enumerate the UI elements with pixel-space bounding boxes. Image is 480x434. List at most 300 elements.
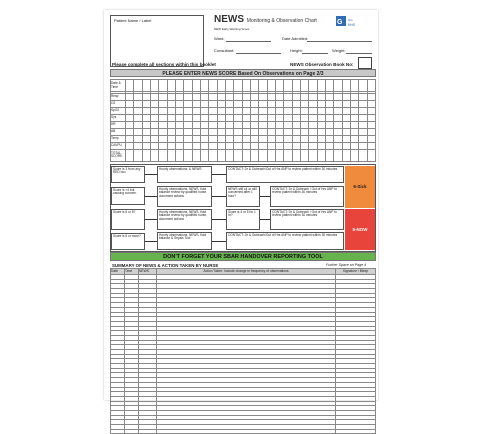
- grid-cell[interactable]: [267, 107, 275, 114]
- grid-cell[interactable]: [134, 142, 142, 149]
- grid-cell[interactable]: [350, 100, 358, 107]
- grid-cell[interactable]: [142, 121, 150, 128]
- grid-cell[interactable]: [292, 100, 300, 107]
- grid-cell[interactable]: [225, 149, 233, 161]
- grid-cell[interactable]: [275, 114, 283, 121]
- grid-cell[interactable]: [175, 100, 183, 107]
- grid-cell[interactable]: [209, 93, 217, 100]
- grid-cell[interactable]: [217, 149, 225, 161]
- grid-cell[interactable]: [200, 142, 208, 149]
- grid-cell[interactable]: [142, 100, 150, 107]
- grid-cell[interactable]: [142, 80, 150, 92]
- grid-cell[interactable]: [167, 135, 175, 142]
- grid-cell[interactable]: [242, 93, 250, 100]
- grid-cell[interactable]: [175, 107, 183, 114]
- grid-cell[interactable]: [126, 142, 134, 149]
- grid-cell[interactable]: [142, 93, 150, 100]
- grid-cell[interactable]: [259, 128, 267, 135]
- grid-cell[interactable]: [209, 80, 217, 92]
- grid-cell[interactable]: [159, 121, 167, 128]
- grid-cell[interactable]: [275, 100, 283, 107]
- grid-cell[interactable]: [300, 114, 308, 121]
- grid-cell[interactable]: [359, 128, 367, 135]
- grid-cell[interactable]: [334, 121, 342, 128]
- grid-cell[interactable]: [267, 93, 275, 100]
- grid-cell[interactable]: [167, 114, 175, 121]
- grid-cell[interactable]: [284, 128, 292, 135]
- grid-cell[interactable]: [192, 135, 200, 142]
- grid-cell[interactable]: [142, 142, 150, 149]
- grid-cell[interactable]: [234, 142, 242, 149]
- grid-cell[interactable]: [350, 128, 358, 135]
- grid-cell[interactable]: [150, 135, 158, 142]
- grid-cell[interactable]: [309, 100, 317, 107]
- grid-cell[interactable]: [317, 121, 325, 128]
- grid-cell[interactable]: [184, 80, 192, 92]
- grid-cell[interactable]: [267, 128, 275, 135]
- grid-cell[interactable]: [184, 107, 192, 114]
- grid-cell[interactable]: [126, 135, 134, 142]
- grid-cell[interactable]: [300, 121, 308, 128]
- grid-cell[interactable]: [184, 100, 192, 107]
- grid-cell[interactable]: [192, 121, 200, 128]
- grid-cell[interactable]: [126, 149, 134, 161]
- grid-cell[interactable]: [184, 93, 192, 100]
- grid-cell[interactable]: [334, 128, 342, 135]
- grid-cell[interactable]: [334, 149, 342, 161]
- grid-cell[interactable]: [209, 135, 217, 142]
- grid-cell[interactable]: [175, 121, 183, 128]
- grid-cell[interactable]: [242, 128, 250, 135]
- grid-cell[interactable]: [159, 114, 167, 121]
- grid-cell[interactable]: [284, 93, 292, 100]
- grid-cell[interactable]: [225, 100, 233, 107]
- grid-cell[interactable]: [200, 80, 208, 92]
- grid-cell[interactable]: [167, 100, 175, 107]
- grid-cell[interactable]: [159, 100, 167, 107]
- grid-cell[interactable]: [192, 142, 200, 149]
- grid-cell[interactable]: [134, 80, 142, 92]
- grid-cell[interactable]: [292, 93, 300, 100]
- grid-cell[interactable]: [367, 100, 375, 107]
- grid-cell[interactable]: [142, 135, 150, 142]
- grid-cell[interactable]: [250, 93, 258, 100]
- grid-cell[interactable]: [325, 100, 333, 107]
- grid-cell[interactable]: [142, 128, 150, 135]
- grid-cell[interactable]: [359, 142, 367, 149]
- grid-cell[interactable]: [359, 149, 367, 161]
- grid-cell[interactable]: [167, 93, 175, 100]
- grid-cell[interactable]: [217, 114, 225, 121]
- grid-cell[interactable]: [225, 114, 233, 121]
- grid-cell[interactable]: [342, 142, 350, 149]
- grid-cell[interactable]: [217, 121, 225, 128]
- grid-cell[interactable]: [367, 142, 375, 149]
- grid-cell[interactable]: [217, 135, 225, 142]
- grid-cell[interactable]: [192, 100, 200, 107]
- grid-cell[interactable]: [275, 93, 283, 100]
- grid-cell[interactable]: [150, 93, 158, 100]
- grid-cell[interactable]: [159, 93, 167, 100]
- grid-cell[interactable]: [225, 93, 233, 100]
- grid-cell[interactable]: [317, 100, 325, 107]
- grid-cell[interactable]: [217, 100, 225, 107]
- grid-cell[interactable]: [342, 128, 350, 135]
- grid-cell[interactable]: [175, 142, 183, 149]
- grid-cell[interactable]: [342, 135, 350, 142]
- book-number-box[interactable]: [358, 57, 372, 69]
- grid-cell[interactable]: [275, 121, 283, 128]
- grid-cell[interactable]: [184, 121, 192, 128]
- grid-cell[interactable]: [234, 114, 242, 121]
- grid-cell[interactable]: [234, 93, 242, 100]
- grid-cell[interactable]: [284, 135, 292, 142]
- grid-cell[interactable]: [309, 135, 317, 142]
- grid-cell[interactable]: [142, 149, 150, 161]
- grid-cell[interactable]: [192, 128, 200, 135]
- grid-cell[interactable]: [342, 107, 350, 114]
- grid-cell[interactable]: [292, 142, 300, 149]
- grid-cell[interactable]: [367, 93, 375, 100]
- grid-cell[interactable]: [200, 128, 208, 135]
- grid-cell[interactable]: [317, 135, 325, 142]
- grid-cell[interactable]: [359, 100, 367, 107]
- grid-cell[interactable]: [217, 128, 225, 135]
- grid-cell[interactable]: [134, 149, 142, 161]
- grid-cell[interactable]: [275, 135, 283, 142]
- summary-cell[interactable]: [157, 429, 336, 434]
- grid-cell[interactable]: [292, 149, 300, 161]
- grid-cell[interactable]: [367, 80, 375, 92]
- grid-cell[interactable]: [325, 128, 333, 135]
- grid-cell[interactable]: [134, 121, 142, 128]
- grid-cell[interactable]: [325, 149, 333, 161]
- grid-cell[interactable]: [284, 114, 292, 121]
- grid-cell[interactable]: [259, 93, 267, 100]
- grid-cell[interactable]: [225, 128, 233, 135]
- grid-cell[interactable]: [175, 149, 183, 161]
- grid-cell[interactable]: [184, 135, 192, 142]
- grid-cell[interactable]: [309, 80, 317, 92]
- grid-cell[interactable]: [126, 100, 134, 107]
- grid-cell[interactable]: [234, 149, 242, 161]
- grid-cell[interactable]: [284, 80, 292, 92]
- grid-cell[interactable]: [309, 142, 317, 149]
- grid-cell[interactable]: [292, 121, 300, 128]
- grid-cell[interactable]: [159, 142, 167, 149]
- grid-cell[interactable]: [126, 121, 134, 128]
- grid-cell[interactable]: [126, 93, 134, 100]
- grid-cell[interactable]: [317, 80, 325, 92]
- grid-cell[interactable]: [159, 80, 167, 92]
- grid-cell[interactable]: [309, 107, 317, 114]
- grid-cell[interactable]: [250, 142, 258, 149]
- grid-cell[interactable]: [250, 135, 258, 142]
- grid-cell[interactable]: [259, 80, 267, 92]
- grid-cell[interactable]: [242, 80, 250, 92]
- grid-cell[interactable]: [126, 128, 134, 135]
- grid-cell[interactable]: [134, 107, 142, 114]
- grid-cell[interactable]: [192, 149, 200, 161]
- grid-cell[interactable]: [317, 114, 325, 121]
- grid-cell[interactable]: [317, 128, 325, 135]
- grid-cell[interactable]: [309, 128, 317, 135]
- grid-cell[interactable]: [334, 142, 342, 149]
- grid-cell[interactable]: [284, 142, 292, 149]
- grid-cell[interactable]: [367, 121, 375, 128]
- grid-cell[interactable]: [259, 107, 267, 114]
- summary-cell[interactable]: [139, 429, 157, 434]
- grid-cell[interactable]: [275, 142, 283, 149]
- grid-cell[interactable]: [300, 128, 308, 135]
- grid-cell[interactable]: [367, 114, 375, 121]
- grid-cell[interactable]: [159, 149, 167, 161]
- grid-cell[interactable]: [284, 100, 292, 107]
- grid-cell[interactable]: [317, 93, 325, 100]
- grid-cell[interactable]: [150, 100, 158, 107]
- grid-cell[interactable]: [134, 114, 142, 121]
- grid-cell[interactable]: [184, 114, 192, 121]
- grid-cell[interactable]: [292, 128, 300, 135]
- grid-cell[interactable]: [367, 135, 375, 142]
- grid-cell[interactable]: [175, 114, 183, 121]
- grid-cell[interactable]: [234, 100, 242, 107]
- grid-cell[interactable]: [242, 100, 250, 107]
- grid-cell[interactable]: [334, 80, 342, 92]
- grid-cell[interactable]: [225, 80, 233, 92]
- grid-cell[interactable]: [292, 80, 300, 92]
- grid-cell[interactable]: [234, 135, 242, 142]
- summary-cell[interactable]: [336, 429, 376, 434]
- grid-cell[interactable]: [350, 93, 358, 100]
- grid-cell[interactable]: [259, 135, 267, 142]
- grid-cell[interactable]: [167, 128, 175, 135]
- grid-cell[interactable]: [309, 149, 317, 161]
- grid-cell[interactable]: [134, 128, 142, 135]
- grid-cell[interactable]: [242, 121, 250, 128]
- grid-cell[interactable]: [275, 149, 283, 161]
- grid-cell[interactable]: [175, 128, 183, 135]
- grid-cell[interactable]: [200, 114, 208, 121]
- grid-cell[interactable]: [334, 114, 342, 121]
- grid-cell[interactable]: [134, 93, 142, 100]
- grid-cell[interactable]: [284, 107, 292, 114]
- grid-cell[interactable]: [200, 107, 208, 114]
- grid-cell[interactable]: [225, 135, 233, 142]
- grid-cell[interactable]: [209, 121, 217, 128]
- grid-cell[interactable]: [209, 149, 217, 161]
- grid-cell[interactable]: [192, 114, 200, 121]
- grid-cell[interactable]: [192, 93, 200, 100]
- grid-cell[interactable]: [317, 142, 325, 149]
- grid-cell[interactable]: [167, 149, 175, 161]
- grid-cell[interactable]: [334, 135, 342, 142]
- grid-cell[interactable]: [250, 114, 258, 121]
- grid-cell[interactable]: [342, 93, 350, 100]
- grid-cell[interactable]: [259, 100, 267, 107]
- grid-cell[interactable]: [342, 149, 350, 161]
- grid-cell[interactable]: [225, 107, 233, 114]
- grid-cell[interactable]: [292, 107, 300, 114]
- grid-cell[interactable]: [142, 114, 150, 121]
- grid-cell[interactable]: [242, 114, 250, 121]
- grid-cell[interactable]: [250, 80, 258, 92]
- grid-cell[interactable]: [217, 107, 225, 114]
- grid-cell[interactable]: [259, 114, 267, 121]
- grid-cell[interactable]: [259, 142, 267, 149]
- grid-cell[interactable]: [317, 149, 325, 161]
- grid-cell[interactable]: [167, 121, 175, 128]
- grid-cell[interactable]: [192, 107, 200, 114]
- grid-cell[interactable]: [267, 114, 275, 121]
- grid-cell[interactable]: [200, 121, 208, 128]
- grid-cell[interactable]: [292, 135, 300, 142]
- grid-cell[interactable]: [209, 142, 217, 149]
- grid-cell[interactable]: [184, 149, 192, 161]
- grid-cell[interactable]: [167, 80, 175, 92]
- grid-cell[interactable]: [259, 149, 267, 161]
- grid-cell[interactable]: [317, 107, 325, 114]
- grid-cell[interactable]: [126, 114, 134, 121]
- grid-cell[interactable]: [200, 135, 208, 142]
- grid-cell[interactable]: [259, 121, 267, 128]
- grid-cell[interactable]: [250, 107, 258, 114]
- grid-cell[interactable]: [300, 149, 308, 161]
- grid-cell[interactable]: [342, 100, 350, 107]
- grid-cell[interactable]: [184, 128, 192, 135]
- grid-cell[interactable]: [350, 142, 358, 149]
- grid-cell[interactable]: [325, 80, 333, 92]
- grid-cell[interactable]: [217, 80, 225, 92]
- grid-cell[interactable]: [175, 135, 183, 142]
- grid-cell[interactable]: [150, 149, 158, 161]
- grid-cell[interactable]: [325, 135, 333, 142]
- grid-cell[interactable]: [150, 128, 158, 135]
- grid-cell[interactable]: [309, 121, 317, 128]
- grid-cell[interactable]: [367, 107, 375, 114]
- grid-cell[interactable]: [300, 107, 308, 114]
- grid-cell[interactable]: [350, 135, 358, 142]
- grid-cell[interactable]: [242, 107, 250, 114]
- grid-cell[interactable]: [184, 142, 192, 149]
- grid-cell[interactable]: [150, 121, 158, 128]
- grid-cell[interactable]: [367, 149, 375, 161]
- grid-cell[interactable]: [234, 128, 242, 135]
- grid-cell[interactable]: [242, 135, 250, 142]
- grid-cell[interactable]: [150, 114, 158, 121]
- grid-cell[interactable]: [350, 114, 358, 121]
- grid-cell[interactable]: [325, 107, 333, 114]
- grid-cell[interactable]: [134, 100, 142, 107]
- grid-cell[interactable]: [300, 135, 308, 142]
- grid-cell[interactable]: [325, 93, 333, 100]
- grid-cell[interactable]: [209, 107, 217, 114]
- grid-cell[interactable]: [209, 128, 217, 135]
- grid-cell[interactable]: [359, 107, 367, 114]
- grid-cell[interactable]: [309, 114, 317, 121]
- grid-cell[interactable]: [350, 107, 358, 114]
- grid-cell[interactable]: [267, 121, 275, 128]
- grid-cell[interactable]: [167, 107, 175, 114]
- grid-cell[interactable]: [267, 100, 275, 107]
- grid-cell[interactable]: [250, 149, 258, 161]
- grid-cell[interactable]: [350, 80, 358, 92]
- grid-cell[interactable]: [334, 107, 342, 114]
- grid-cell[interactable]: [175, 80, 183, 92]
- grid-cell[interactable]: [284, 149, 292, 161]
- grid-cell[interactable]: [267, 149, 275, 161]
- grid-cell[interactable]: [234, 121, 242, 128]
- grid-cell[interactable]: [167, 142, 175, 149]
- grid-cell[interactable]: [150, 107, 158, 114]
- grid-cell[interactable]: [126, 107, 134, 114]
- grid-cell[interactable]: [217, 93, 225, 100]
- grid-cell[interactable]: [359, 121, 367, 128]
- grid-cell[interactable]: [225, 121, 233, 128]
- grid-cell[interactable]: [275, 80, 283, 92]
- grid-cell[interactable]: [350, 121, 358, 128]
- grid-cell[interactable]: [142, 107, 150, 114]
- grid-cell[interactable]: [359, 93, 367, 100]
- grid-cell[interactable]: [159, 128, 167, 135]
- grid-cell[interactable]: [300, 100, 308, 107]
- grid-cell[interactable]: [350, 149, 358, 161]
- grid-cell[interactable]: [234, 107, 242, 114]
- grid-cell[interactable]: [209, 114, 217, 121]
- grid-cell[interactable]: [275, 128, 283, 135]
- grid-cell[interactable]: [275, 107, 283, 114]
- summary-cell[interactable]: [111, 429, 125, 434]
- grid-cell[interactable]: [242, 142, 250, 149]
- grid-cell[interactable]: [325, 142, 333, 149]
- grid-cell[interactable]: [334, 100, 342, 107]
- grid-cell[interactable]: [217, 142, 225, 149]
- grid-cell[interactable]: [309, 93, 317, 100]
- grid-cell[interactable]: [267, 135, 275, 142]
- grid-cell[interactable]: [234, 80, 242, 92]
- grid-cell[interactable]: [192, 80, 200, 92]
- grid-cell[interactable]: [342, 114, 350, 121]
- grid-cell[interactable]: [250, 121, 258, 128]
- grid-cell[interactable]: [250, 100, 258, 107]
- grid-cell[interactable]: [267, 142, 275, 149]
- grid-cell[interactable]: [325, 114, 333, 121]
- grid-cell[interactable]: [367, 128, 375, 135]
- grid-cell[interactable]: [334, 93, 342, 100]
- grid-cell[interactable]: [150, 80, 158, 92]
- grid-cell[interactable]: [342, 80, 350, 92]
- grid-cell[interactable]: [242, 149, 250, 161]
- grid-cell[interactable]: [342, 121, 350, 128]
- grid-cell[interactable]: [225, 142, 233, 149]
- grid-cell[interactable]: [175, 93, 183, 100]
- grid-cell[interactable]: [150, 142, 158, 149]
- grid-cell[interactable]: [300, 93, 308, 100]
- grid-cell[interactable]: [300, 80, 308, 92]
- grid-cell[interactable]: [126, 80, 134, 92]
- summary-cell[interactable]: [125, 429, 139, 434]
- grid-cell[interactable]: [359, 114, 367, 121]
- grid-cell[interactable]: [134, 135, 142, 142]
- grid-cell[interactable]: [250, 128, 258, 135]
- grid-cell[interactable]: [292, 114, 300, 121]
- grid-cell[interactable]: [300, 142, 308, 149]
- grid-cell[interactable]: [325, 121, 333, 128]
- grid-cell[interactable]: [200, 100, 208, 107]
- grid-cell[interactable]: [159, 107, 167, 114]
- grid-cell[interactable]: [359, 80, 367, 92]
- grid-cell[interactable]: [359, 135, 367, 142]
